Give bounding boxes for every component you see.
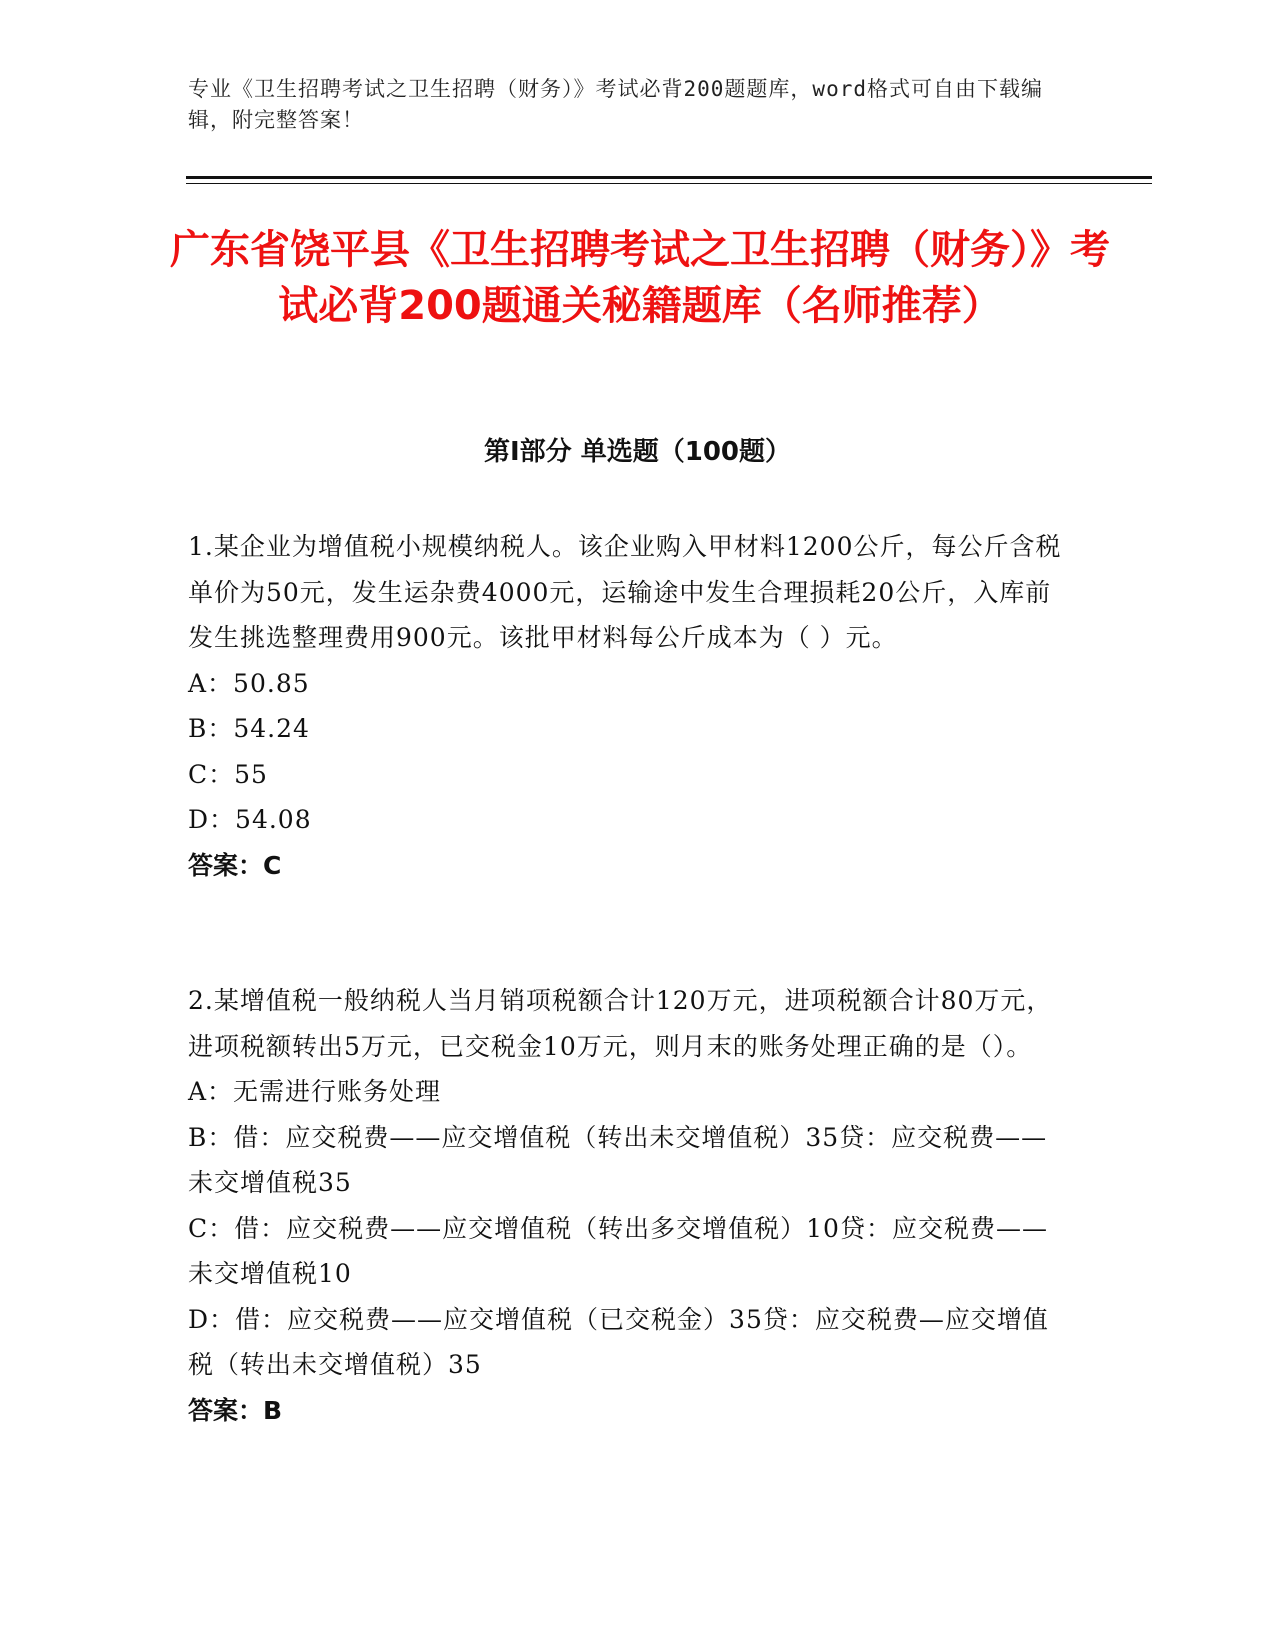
option-c: C：借：应交税费——应交增值税（转出多交增值税）10贷：应交税费——未交增值税10 bbox=[188, 1213, 1048, 1288]
question-text: 2.某增值税一般纳税人当月销项税额合计120万元，进项税额合计80万元，进项税额转出5万元，已交税金10万元，则月末的账务处理正确的是（）。 bbox=[188, 986, 1053, 1061]
answer: 答案：C bbox=[188, 850, 282, 880]
option-d: D：54.08 bbox=[188, 805, 312, 834]
question-2 bbox=[188, 978, 1068, 1433]
section-heading: 第Ⅰ部分 单选题（100题） bbox=[484, 437, 791, 467]
header-rule-thin bbox=[186, 183, 1152, 184]
question-1 bbox=[188, 524, 1068, 888]
question-text: 1.某企业为增值税小规模纳税人。该企业购入甲材料1200公斤，每公斤含税单价为50元，发生运杂费4000元，运输途中发生合理损耗20公斤，入库前发生挑选整理费用900元。该批甲材料每公斤成本为（ ）元。 bbox=[188, 532, 1062, 652]
option-b: B：借：应交税费——应交增值税（转出未交增值税）35贷：应交税费——未交增值税35 bbox=[188, 1122, 1048, 1197]
option-a: A：无需进行账务处理 bbox=[188, 1077, 442, 1106]
option-b: B：54.24 bbox=[188, 714, 310, 743]
header-rule-thick bbox=[186, 176, 1152, 179]
document-title: 广东省饶平县《卫生招聘考试之卫生招聘（财务）》考试必背200题通关秘籍题库（名师推荐） bbox=[170, 227, 1110, 329]
option-c: C：55 bbox=[188, 759, 268, 789]
option-a: A：50.85 bbox=[188, 668, 310, 698]
option-d: D：借：应交税费——应交增值税（已交税金）35贷：应交税费—应交增值税（转出未交增值税）35 bbox=[188, 1304, 1049, 1379]
header-note: 专业《卫生招聘考试之卫生招聘（财务）》考试必背200题题库，word格式可自由下载编辑，附完整答案！ bbox=[188, 77, 1043, 132]
answer: 答案：B bbox=[188, 1395, 283, 1425]
